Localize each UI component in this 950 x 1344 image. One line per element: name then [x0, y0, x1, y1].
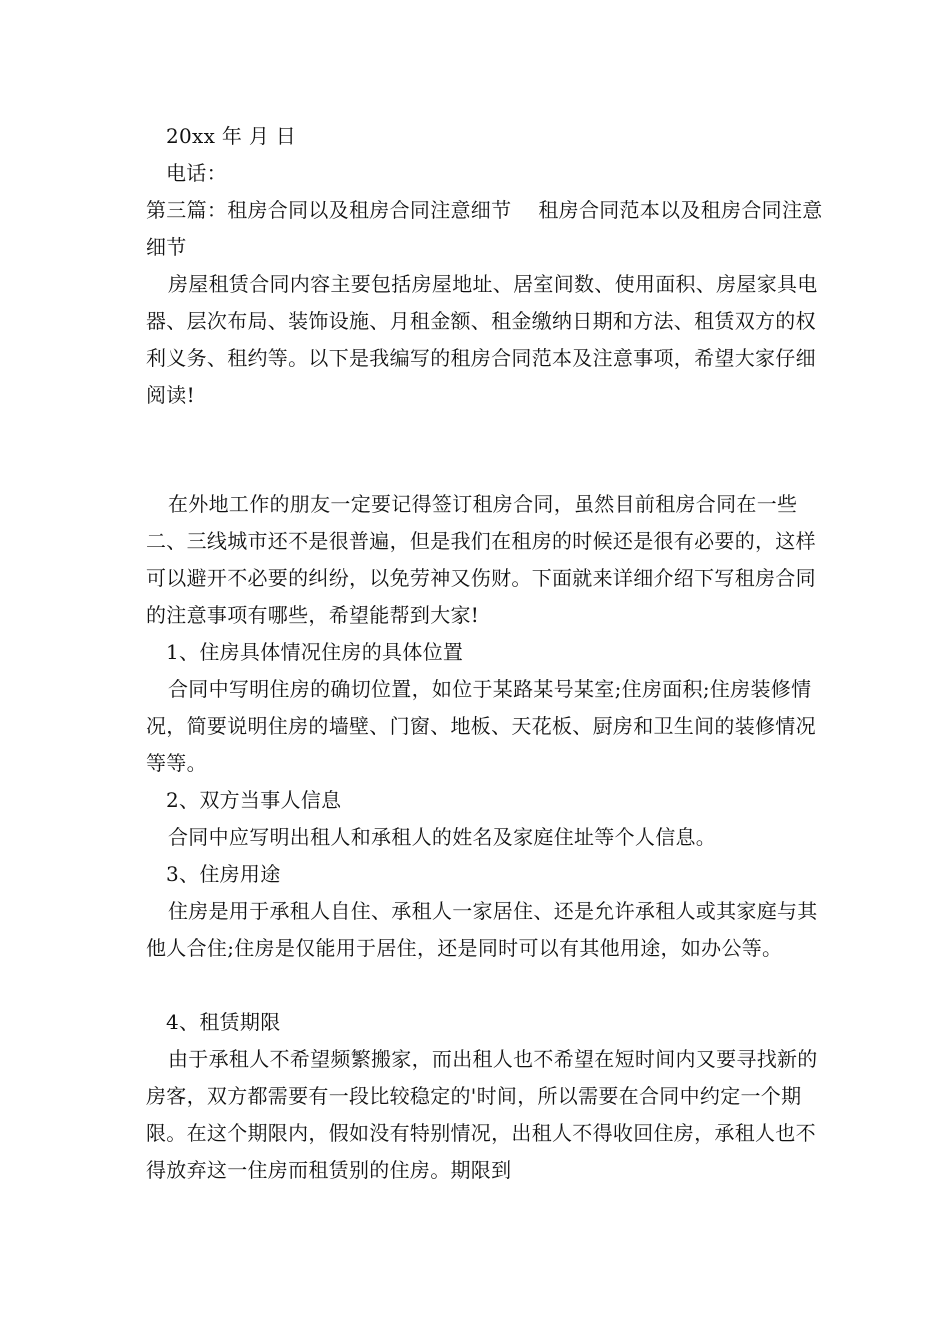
phone-line: 电话：: [166, 161, 227, 185]
date-line: 20xx 年 月 日: [166, 124, 297, 148]
paragraph-usage: 住房是用于承租人自住、承租人一家居住、还是允许承租人或其家庭与其他人合住;住房是仅能用于居住，还是同时可以有其他用途，如办公等。: [146, 899, 818, 960]
paragraph-parties: 合同中应写明出租人和承租人的姓名及家庭住址等个人信息。: [168, 825, 717, 849]
heading-parties: 2、双方当事人信息: [166, 788, 342, 812]
paragraph-location: 合同中写明住房的确切位置，如位于某路某号某室;住房面积;住房装修情况，简要说明住房的墙壁、门窗、地板、天花板、厨房和卫生间的装修情况等等。: [146, 677, 816, 775]
heading-usage: 3、住房用途: [166, 862, 281, 886]
body-paragraph: 在外地工作的朋友一定要记得签订租房合同，虽然目前租房合同在一些二、三线城市还不是很普遍，但是我们在租房的时候还是很有必要的，这样可以避开不必要的纠纷，以免劳神又伤财。下面就来详细介绍下写租房合同的注意事项有哪些，希望能帮到大家!: [146, 492, 816, 627]
heading-term: 4、租赁期限: [166, 1010, 281, 1034]
section-title: 第三篇：租房合同以及租房合同注意细节 租房合同范本以及租房合同注意细节: [146, 198, 823, 259]
heading-location: 1、住房具体情况住房的具体位置: [166, 640, 464, 664]
paragraph-term: 由于承租人不希望频繁搬家，而出租人也不希望在短时间内又要寻找新的房客，双方都需要有一段比较稳定的'时间，所以需要在合同中约定一个期限。在这个期限内，假如没有特别情况，出租人不得收回住房，承租人也不得放弃这一住房而租赁别的住房。期限到: [146, 1047, 818, 1182]
intro-paragraph: 房屋租赁合同内容主要包括房屋地址、居室间数、使用面积、房屋家具电器、层次布局、装饰设施、月租金额、租金缴纳日期和方法、租赁双方的权利义务、租约等。以下是我编写的租房合同范本及注意事项，希望大家仔细阅读!: [146, 272, 818, 407]
